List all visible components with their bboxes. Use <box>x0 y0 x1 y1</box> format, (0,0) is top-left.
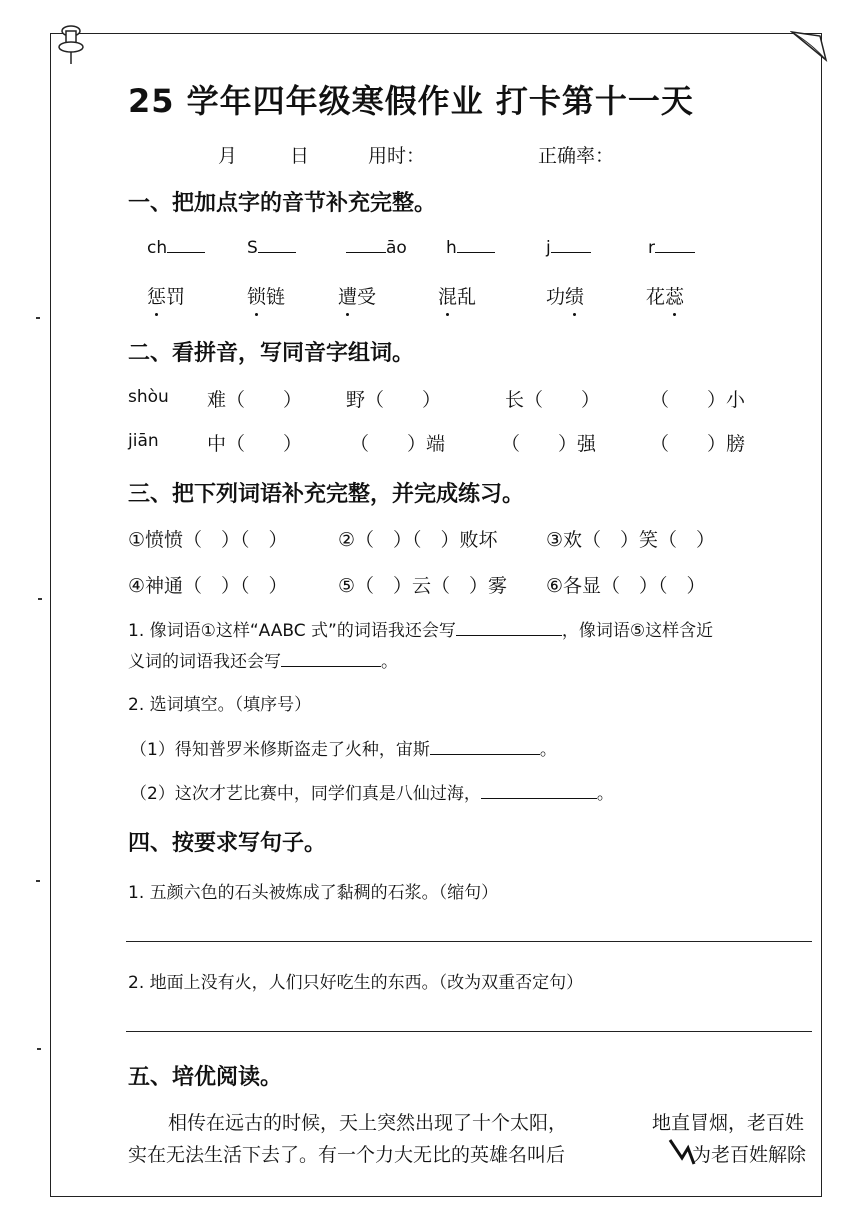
month-label: 月 <box>218 145 238 167</box>
scribble-mark-icon <box>668 1136 698 1166</box>
question-3-2-1: （1）得知普罗米修斯盗走了火种，宙斯 。 <box>130 740 557 760</box>
idiom-item[interactable]: ③欢（ ）笑（ ） <box>546 529 716 551</box>
accuracy-label: 正确率： <box>538 145 615 167</box>
section-5-heading: 五、培优阅读。 <box>128 1065 283 1090</box>
reading-line-2b: 为老百姓解除 <box>692 1144 807 1166</box>
scan-speck <box>37 1048 41 1050</box>
word-item: 锁链 <box>247 282 285 309</box>
question-3-1: 1. 像词语①这样“AABC 式”的词语我还会写 ，像词语⑤这样含近 <box>128 621 714 641</box>
fill-item[interactable]: 长（ ） <box>505 389 601 411</box>
answer-line[interactable] <box>126 941 812 942</box>
pinyin-blank-4[interactable]: h <box>446 238 495 258</box>
reading-line-1a: 相传在远古的时候，天上突然出现了十个太阳， <box>168 1112 568 1134</box>
idiom-item[interactable]: ④神通（ ）（ ） <box>128 575 288 597</box>
section-2-heading: 二、看拼音，写同音字组词。 <box>128 341 415 366</box>
day-label: 日 <box>290 145 310 167</box>
answer-line[interactable] <box>126 1031 812 1032</box>
pushpin-icon <box>56 22 86 66</box>
word-item: 混乱 <box>438 282 476 309</box>
word-item: 功绩 <box>546 282 584 309</box>
page-curl-icon <box>790 30 828 70</box>
word-item: 惩罚 <box>147 282 185 309</box>
section-1-heading: 一、把加点字的音节补充完整。 <box>128 191 437 216</box>
fill-item[interactable]: （ ）端 <box>350 433 446 455</box>
pinyin-blank-2[interactable]: S <box>247 238 296 258</box>
pinyin-label: jiān <box>128 431 159 451</box>
idiom-item[interactable]: ②（ ）（ ）败坏 <box>338 529 498 551</box>
word-item: 遭受 <box>338 282 376 309</box>
answer-blank[interactable] <box>456 635 562 636</box>
pinyin-blank-3[interactable]: āo <box>346 238 407 258</box>
fill-item[interactable]: （ ）小 <box>650 389 746 411</box>
idiom-item[interactable]: ①愤愤（ ）（ ） <box>128 529 288 551</box>
question-4-2: 2. 地面上没有火，人们只好吃生的东西。（改为双重否定句） <box>128 973 584 993</box>
reading-line-2a: 实在无法生活下去了。有一个力大无比的英雄名叫后 <box>128 1144 566 1166</box>
pinyin-blank-5[interactable]: j <box>546 238 591 258</box>
answer-blank[interactable] <box>430 754 540 755</box>
question-3-2: 2. 选词填空。（填序号） <box>128 695 312 715</box>
scan-speck <box>36 317 40 319</box>
fill-item[interactable]: 难（ ） <box>207 389 303 411</box>
reading-line-1b: 地直冒烟，老百姓 <box>652 1112 805 1134</box>
fill-item[interactable]: 野（ ） <box>346 389 442 411</box>
fill-item[interactable]: （ ）强 <box>501 433 597 455</box>
word-item: 花蕊 <box>646 282 684 309</box>
scan-speck <box>38 598 42 600</box>
section-4-heading: 四、按要求写句子。 <box>128 831 327 856</box>
question-3-1-cont: 义词的词语我还会写 。 <box>128 652 398 672</box>
question-3-2-2: （2）这次才艺比赛中，同学们真是八仙过海， 。 <box>130 784 614 804</box>
pinyin-blank-6[interactable]: r <box>648 238 695 258</box>
answer-blank[interactable] <box>481 798 597 799</box>
answer-blank[interactable] <box>281 666 381 667</box>
time-used-label: 用时： <box>368 145 426 167</box>
idiom-item[interactable]: ⑥各显（ ）（ ） <box>546 575 706 597</box>
section-3-heading: 三、把下列词语补充完整，并完成练习。 <box>128 482 525 507</box>
pinyin-label: shòu <box>128 387 169 407</box>
fill-item[interactable]: 中（ ） <box>207 433 303 455</box>
page-title: 25 学年四年级寒假作业 打卡第十一天 <box>128 82 694 120</box>
question-4-1: 1. 五颜六色的石头被炼成了黏稠的石浆。（缩句） <box>128 883 499 903</box>
fill-item[interactable]: （ ）膀 <box>650 433 746 455</box>
pinyin-blank-1[interactable]: ch <box>147 238 205 258</box>
idiom-item[interactable]: ⑤（ ）云（ ）雾 <box>338 575 508 597</box>
scan-speck <box>36 880 40 882</box>
